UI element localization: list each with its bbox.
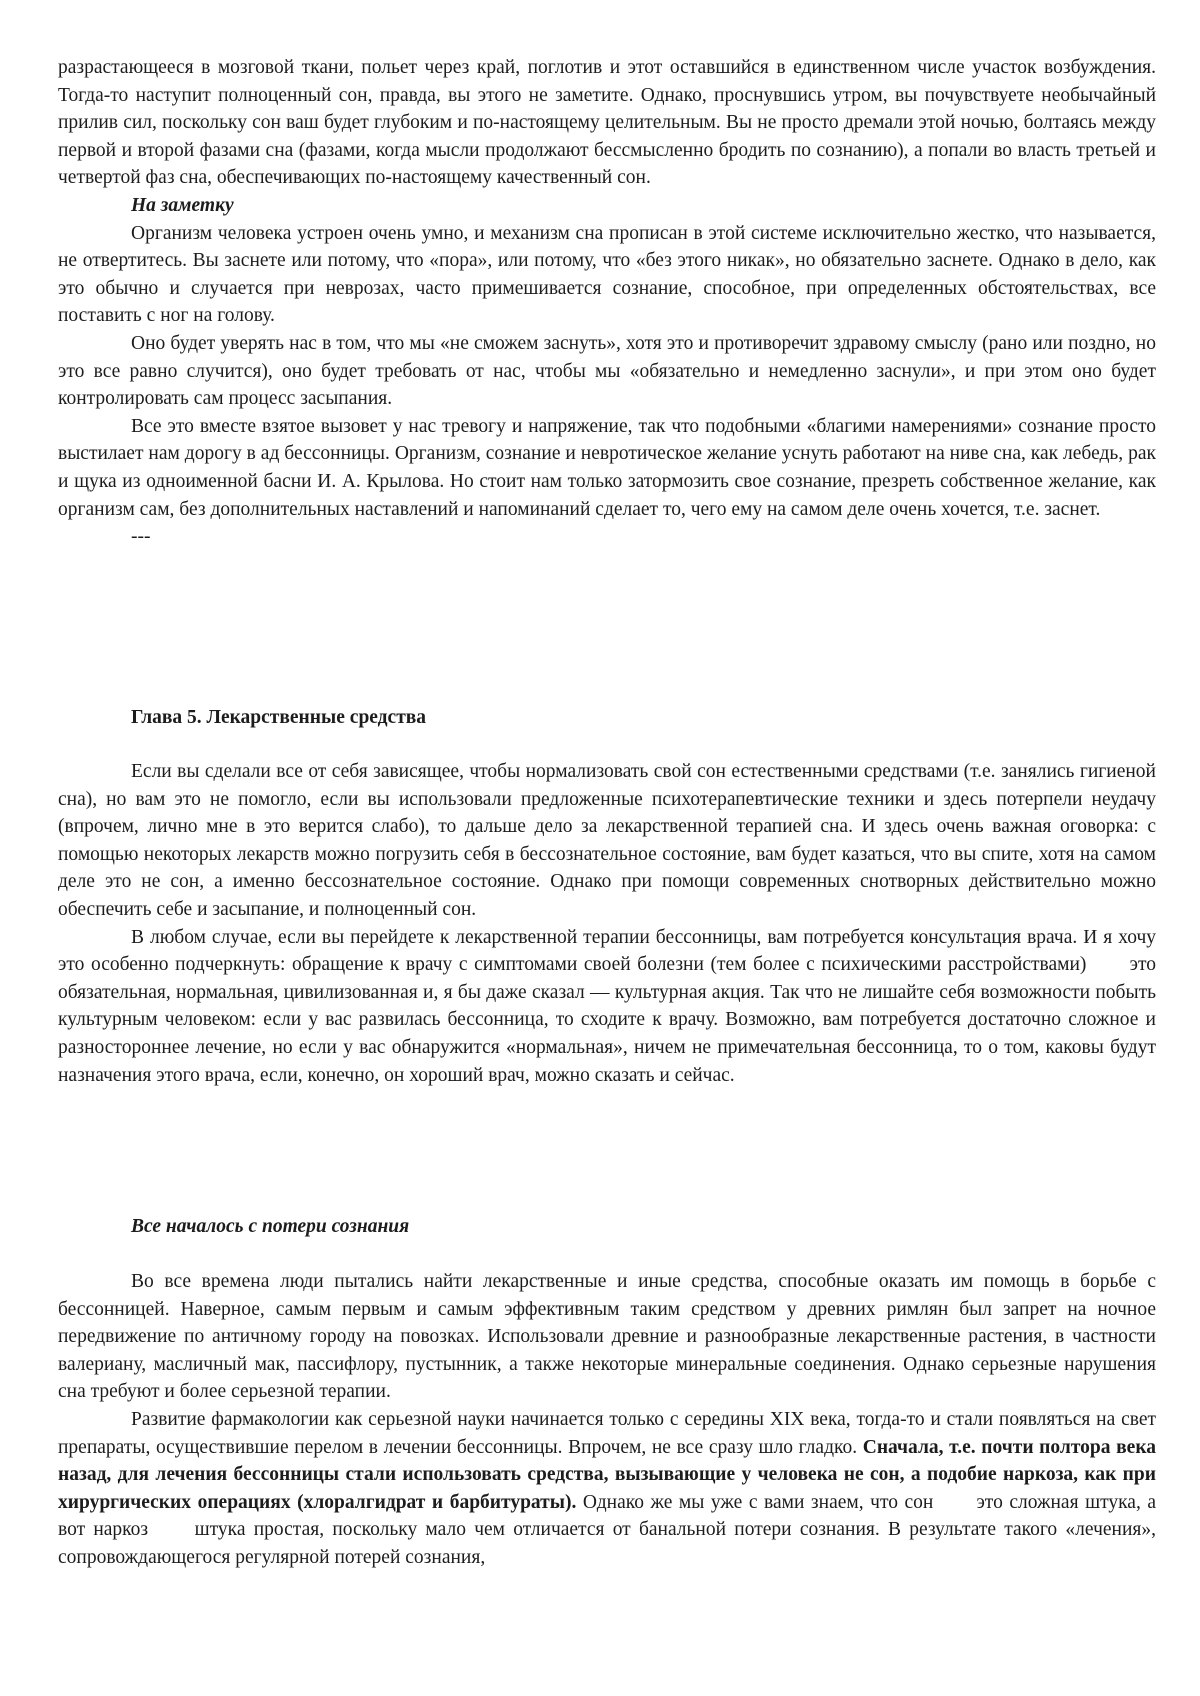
separator: --- bbox=[131, 526, 151, 548]
paragraph-text: штука простая, поскольку мало чем отличается от банальной потери сознания. В результате такого «лечения», сопровождающегося регулярной потерей сознания, bbox=[58, 1519, 1157, 1568]
paragraph-text: это обязательная, нормальная, цивилизованная и, я бы даже сказал — культурная акция. Так что не лишайте себя возможности побыть культурным человеком: если у вас развилась бессонница, то сходите к врачу. Возможно, вам потребуется достаточно сложное и разностороннее лечение, но если у вас обнаружится «нормальная», ничем не примечательная бессонница, то о том, каковы будут назначения этого врача, если, конечно, он хороший врач, можно сказать и сейчас. bbox=[58, 954, 1157, 1086]
bold-text: Сначала, т.е. почти полтора века назад, для лечения бессонницы стали использовать средства, вызывающие у человека не сон, а подобие наркоза, как при хирургических операциях (хлоралгидрат и барбитураты). bbox=[58, 1436, 1157, 1513]
paragraph: Во все времена люди пытались найти лекарственные и иные средства, способные оказать им помощь в борьбе с бессонницей. Наверное, самым первым и самым эффективным таким средством у древних римлян был запрет на ночное передвижение по античному городу на повозках. Использовали древние и разнообразные лекарственные растения, в частности валериану, масличный мак, пассифлору, пустынник, а также некоторые минеральные соединения. Однако серьезные нарушения сна требуют и более серьезной терапии. bbox=[58, 1271, 1156, 1403]
paragraph: Оно будет уверять нас в том, что мы «не сможем заснуть», хотя это и противоречит здравому смыслу (рано или поздно, но это все равно случится), оно будет требовать от нас, чтобы мы «обязательно и немедленно заснули», и при этом оно будет контролировать сам процесс засыпания. bbox=[58, 332, 1156, 410]
section-body bbox=[58, 1268, 1156, 1572]
paragraph-continued bbox=[58, 54, 1156, 551]
note-heading: На заметку bbox=[131, 194, 234, 216]
paragraph: Если вы сделали все от себя зависящее, чтобы нормализовать свой сон естественными средствами (т.е. занялись гигиеной сна), но вам это не помогло, если вы использовали предложенные психотерапевтические техники и здесь потерпели неудачу (впрочем, лично мне в это верится слабо), то дальше дело за лекарственной терапией сна. И здесь очень важная оговорка: с помощью некоторых лекарств можно погрузить себя в бессознательное состояние, вам будет казаться, что вы спите, хотя на самом деле это не сон, а именно бессознательное состояние. Однако при помощи современных снотворных действительно можно обеспечить себе и засыпание, и полноценный сон. bbox=[58, 761, 1156, 920]
paragraph-text: Однако же мы уже с вами знаем, что сон bbox=[582, 1491, 934, 1513]
paragraph-text: это сложная штука, а вот наркоз bbox=[58, 1491, 1157, 1541]
paragraph: разрастающееся в мозговой ткани, польет через край, поглотив и этот оставшийся в единственном числе участок возбуждения. Тогда-то наступит полноценный сон, правда, вы этого не заметите. Однако, проснувшись утром, вы почувствуете необычайный прилив сил, поскольку сон ваш будет глубоким и по-настоящему целительным. Вы не просто дремали этой ночью, болтаясь между первой и второй фазами сна (фазами, когда мысли продолжают бессмысленно бродить по сознанию), а попали во власть третьей и четвертой фаз сна, обеспечивающих по-настоящему качественный сон. bbox=[58, 57, 1156, 189]
chapter-title: Глава 5. Лекарственные средства bbox=[131, 707, 427, 728]
paragraph bbox=[58, 1406, 1156, 1572]
paragraph: Организм человека устроен очень умно, и механизм сна прописан в этой системе исключительно жестко, что называется, не отвертитесь. Вы заснете или потому, что «пора», или потому, что «без этого никак», но обязательно заснете. Однако в дело, как это обычно и случается при неврозах, часто примешивается сознание, способное, при определенных обстоятельствах, все поставить с ног на голову. bbox=[58, 222, 1156, 327]
paragraph bbox=[58, 924, 1156, 1090]
paragraph: Все это вместе взятое вызовет у нас тревогу и напряжение, так что подобными «благими намерениями» сознание просто выстилает нам дорогу в ад бессонницы. Организм, сознание и невротическое желание уснуть работают на ниве сна, как лебедь, рак и щука из одноименной басни И. А. Крылова. Но стоит нам только затормозить свое сознание, презреть собственное желание, как организм сам, без дополнительных наставлений и напоминаний сделает то, чего ему на самом деле очень хочется, т.е. заснет. bbox=[58, 415, 1156, 520]
chapter-block bbox=[58, 704, 1156, 732]
section-block bbox=[58, 1213, 1156, 1241]
chapter-body bbox=[58, 758, 1156, 1089]
paragraph-text: Развитие фармакологии как серьезной науки начинается только с середины XIX века, тогда-то и стали появляться на свет препараты, осуществившие перелом в лечении бессонницы. Впрочем, не все сразу шло гладко. bbox=[58, 1408, 1156, 1458]
paragraph-text: В любом случае, если вы перейдете к лекарственной терапии бессонницы, вам потребуется консультация врача. И я хочу это особенно подчеркнуть: обращение к врачу с симптомами своей болезни (тем более с психическими расстройствами) bbox=[58, 926, 1156, 976]
section-title: Все началось с потери сознания bbox=[131, 1216, 410, 1237]
